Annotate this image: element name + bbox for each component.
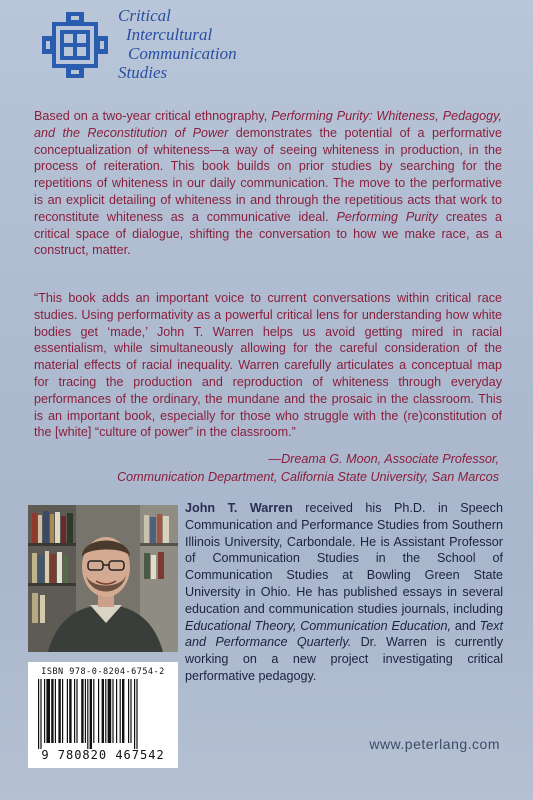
barcode-bar xyxy=(67,679,68,743)
barcode-bar xyxy=(85,679,86,743)
series-title-line: Communication xyxy=(128,44,237,63)
publisher-website: www.peterlang.com xyxy=(369,736,500,752)
barcode-bar xyxy=(69,679,71,743)
series-title-line: Critical xyxy=(118,6,171,25)
barcode-bar xyxy=(58,679,60,743)
barcode-bar xyxy=(120,679,121,743)
barcode-bar xyxy=(46,679,50,743)
barcode-bar xyxy=(51,679,53,743)
series-emblem-icon xyxy=(42,12,108,78)
series-title-line: Intercultural xyxy=(126,25,213,44)
book-title: Performing Purity: Whiteness, Pedagogy, and the Reconstitution of Power xyxy=(34,109,502,140)
book-description xyxy=(34,108,502,259)
barcode-bar xyxy=(62,679,63,743)
barcode-bar xyxy=(38,679,39,749)
attribution-affiliation: Communication Department, California State University, San Marcos xyxy=(117,470,499,484)
barcode-bar xyxy=(76,679,77,743)
attribution-name: —Dreama G. Moon, Associate Professor, xyxy=(268,452,499,466)
author-photo xyxy=(28,505,178,652)
journal-titles: Educational Theory, Communication Education, xyxy=(185,618,452,633)
barcode-bar xyxy=(108,679,112,743)
author-bio xyxy=(185,500,503,685)
journal-title: Text and Performance Quarterly. xyxy=(185,618,503,650)
barcode-bar xyxy=(55,679,56,743)
barcode-bar xyxy=(81,679,83,743)
barcode-bar xyxy=(128,679,129,743)
bio-text: received his Ph.D. in Speech Communication and Performance Studies from Southern Illinois University, Carbondale. He is Assistant Professor of Communication Studies in the School of Communication Studies at Bowling Green State University in Ohio. He has published essays in several education and communication studies journals, including xyxy=(185,501,503,616)
barcode-bar xyxy=(74,679,75,743)
bio-text: and xyxy=(451,618,480,633)
barcode-bar xyxy=(134,679,135,749)
isbn-number: 9 780820 467542 xyxy=(41,748,165,762)
barcode-bar xyxy=(130,679,131,743)
description-text: Based on a two-year critical ethnography, xyxy=(34,109,272,123)
barcode-bar xyxy=(102,679,104,743)
series-title xyxy=(118,6,258,82)
barcode-bar xyxy=(112,679,113,743)
series-title-line: Studies xyxy=(118,63,168,82)
bio-text: Dr. Warren is currently working on a new project investigating critical performative pedagogy. xyxy=(185,635,503,683)
author-portrait-icon xyxy=(28,505,178,652)
endorsement-attribution xyxy=(99,450,499,486)
barcode-bar xyxy=(44,679,45,743)
barcode-bar xyxy=(93,679,94,743)
barcode-icon xyxy=(36,679,170,749)
barcode-bar xyxy=(87,679,88,749)
description-text: demonstrates the potential of a performative conceptualization of whiteness—a way of seeing whiteness in production, in the process of reiteration. This book builds on prior studies by searching for the repetitions of whiteness in our daily communication. The move to the performative is an explicit detailing of whiteness in and through the repetitious acts that work to reconstitute whiteness as a communicative ideal. xyxy=(34,125,502,224)
description-text: creates a critical space of dialogue, shifting the conversation to how we make race, as a construct, matter. xyxy=(34,209,502,258)
barcode-bar xyxy=(136,679,137,749)
barcode-bar xyxy=(116,679,117,743)
barcode-bar xyxy=(90,679,92,749)
barcode-bar xyxy=(122,679,124,743)
barcode-bar xyxy=(98,679,99,743)
isbn-barcode xyxy=(28,662,178,768)
isbn-label: ISBN 978-0-8204-6754-2 xyxy=(41,667,165,677)
endorsement-quote: “This book adds an important voice to current conversations within critical race studies. Using performativity as a powerful critical lens for understanding how white bodies get ‘made,’ John T. Warren helps us avoid getting mired in racial essentialism, while simultaneously allowing for the careful consideration of the material effects of racial inequality. Warren carefully articulates a conceptual map for tracing the production and reproduction of whiteness through everyday performances of the ordinary, the mundane and the prosaic in the classroom. This is an important book, especially for those who struggle with the (re)constitution of the [white] “culture of power” in the classroom.” xyxy=(34,291,502,440)
barcode-bar xyxy=(40,679,41,749)
book-title-short: Performing Purity xyxy=(336,209,439,224)
barcode-bar xyxy=(105,679,106,743)
author-name: John T. Warren xyxy=(185,501,293,515)
